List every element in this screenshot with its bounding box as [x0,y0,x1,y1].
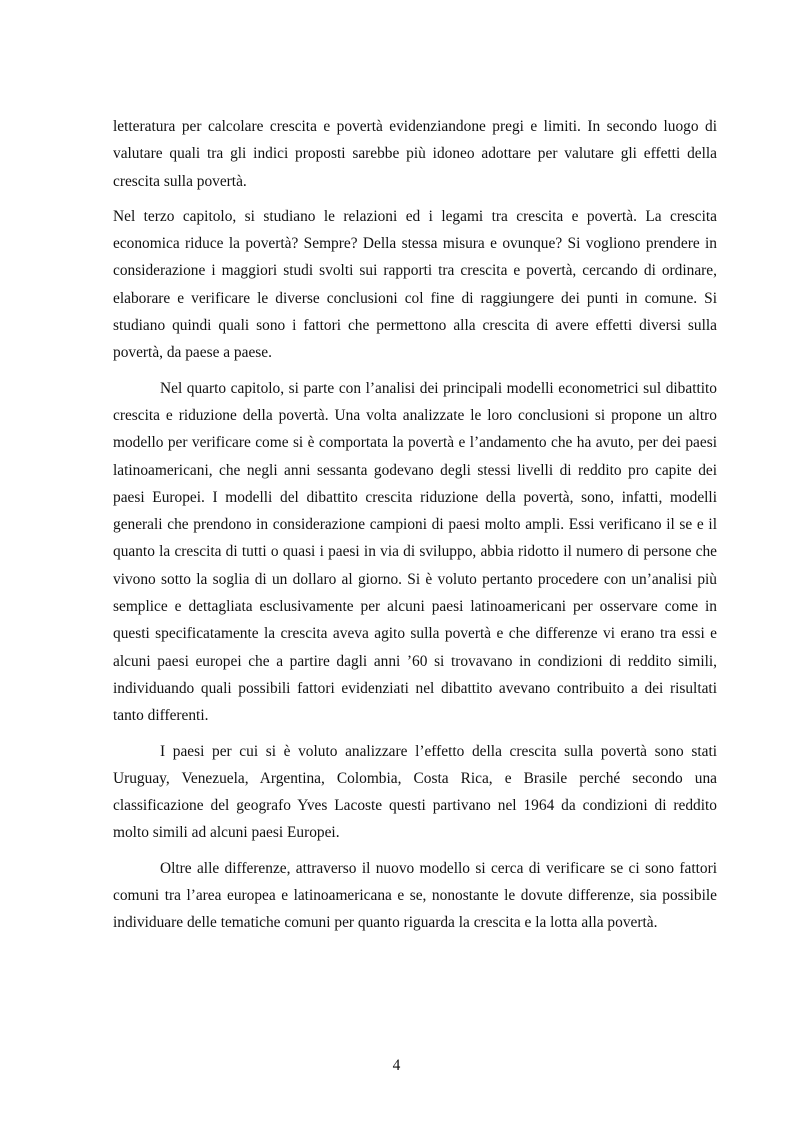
paragraph-1: letteratura per calcolare crescita e povertà evidenziandone pregi e limiti. In secondo luogo di valutare quali tra gli indici proposti sarebbe più idoneo adottare per valutare gli effetti della crescita sulla povertà. [113,118,717,190]
paragraph-5: Oltre alle differenze, attraverso il nuovo modello si cerca di verificare se ci sono fattori comuni tra l’area europea e latinoamericana e se, nonostante le dovute differenze, sia possibile individuare delle tematiche comuni per quanto riguarda la crescita e la lotta alla povertà. [113,859,717,932]
paragraph-3: Nel quarto capitolo, si parte con l’analisi dei principali modelli econometrici sul dibattito crescita e riduzione della povertà. Una volta analizzate le loro conclusioni si propone un altro modello per verificare come si è comportata la povertà e l’andamento che ha avuto, per dei paesi latinoamericani, che negli anni sessanta godevano degli stessi livelli di reddito pro capite dei paesi Europei. I modelli del dibattito crescita riduzione della povertà, sono, infatti, modelli generali che prendono in considerazione campioni di paesi molto ampli. Essi verificano il se e il quanto la crescita di tutti o quasi i paesi in via di sviluppo, abbia ridotto il numero di persone che vivono sotto la soglia di un dollaro al giorno. Si è voluto pertanto procedere con un’analisi più semplice e dettagliata esclusivamente per alcuni paesi latinoamericani per osservare come in questi specificatamente la crescita aveva agito sulla povertà e che differenze vi erano tra essi e alcuni paesi europei che a partire dagli anni ’60 si trovavano in condizioni di reddito simili, individuando quali possibili fattori evidenziati nel dibattito avevano contribuito a dei risultati tanto differenti. [113,379,717,725]
paragraph-2: Nel terzo capitolo, si studiano le relazioni ed i legami tra crescita e povertà. La crescita economica riduce la povertà? Sempre? Della stessa misura e ovunque? Si vogliono prendere in considerazione i maggiori studi svolti sui rapporti tra crescita e povertà, cercando di ordinare, elaborare e verificare le diverse conclusioni col fine di raggiungere dei punti in comune. Si studiano quindi quali sono i fattori che permettono alla crescita di avere effetti diversi sulla povertà, da paese a paese. [113,207,717,362]
page-number: 4 [392,1057,401,1074]
body-text [113,113,717,945]
paragraph-4: I paesi per cui si è voluto analizzare l’effetto della crescita sulla povertà sono stati Uruguay, Venezuela, Argentina, Colombia, Costa Rica, e Brasile perché secondo una classificazione del geografo Yves Lacoste questi partivano nel 1964 da condizioni di reddito molto simili ad alcuni paesi Europei. [113,742,717,842]
